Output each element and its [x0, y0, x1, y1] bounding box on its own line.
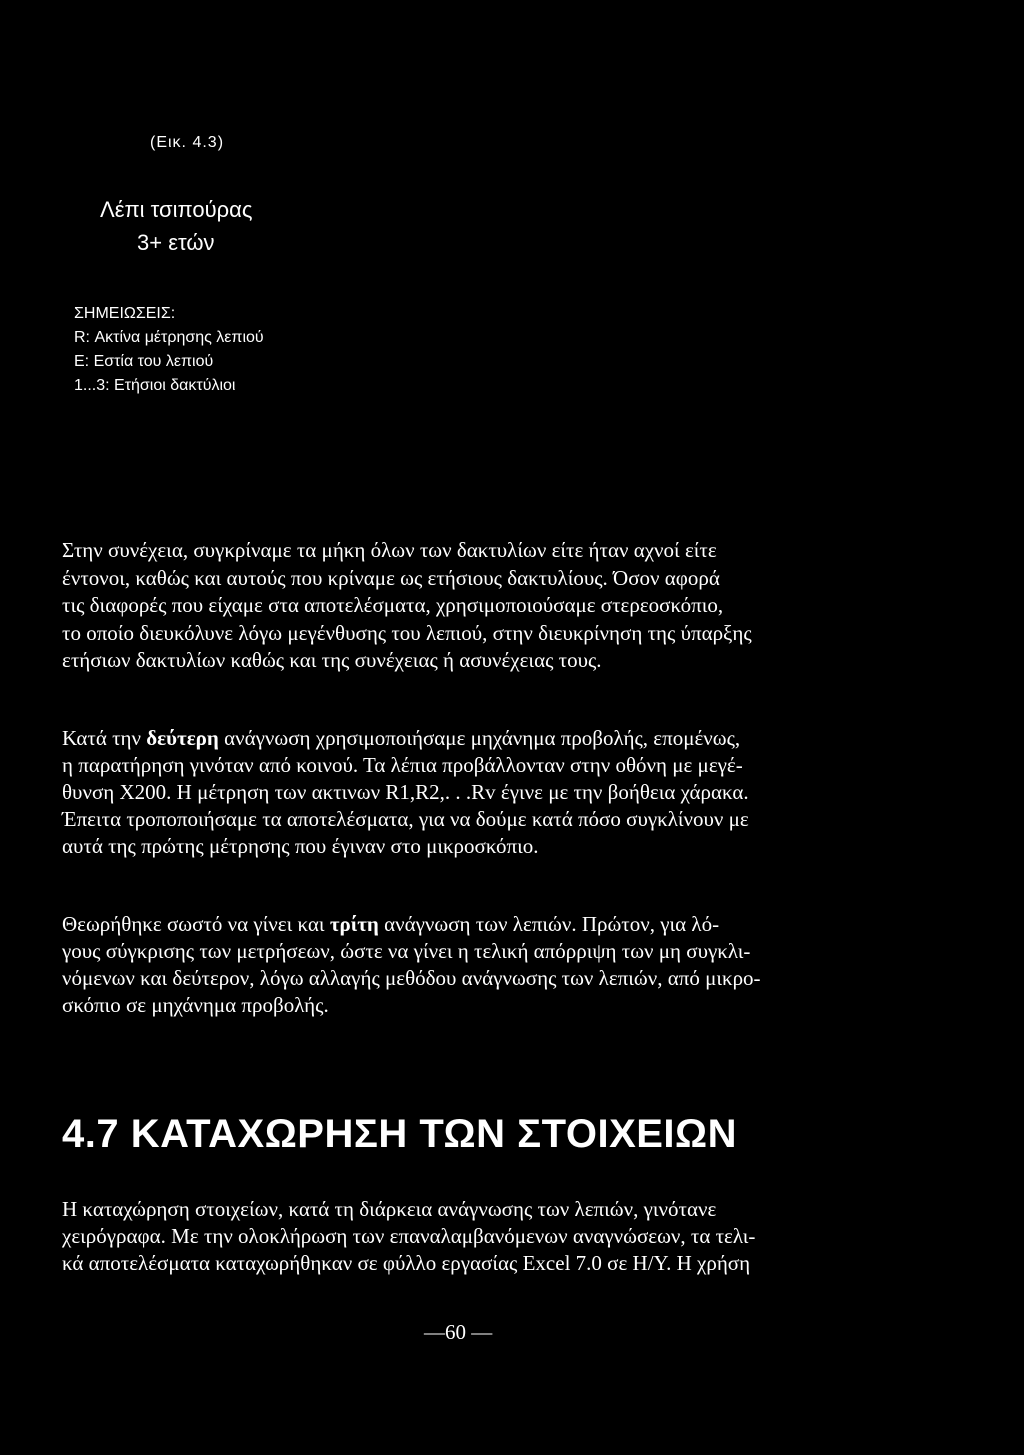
paragraph-comparison	[62, 537, 962, 675]
figure-subtitle: 3+ ετών	[137, 230, 215, 255]
text-line: Στην συνέχεια, συγκρίναμε τα μήκη όλων των δακτυλίων είτε ήταν αχνοί είτε	[62, 538, 717, 562]
text-line: σκόπιο σε μηχάνημα προβολής.	[62, 993, 329, 1017]
page-number: —60 —	[424, 1320, 493, 1344]
text-line: θυνση Χ200. Η μέτρηση των ακτινων R1,R2,. . .Rv έγινε με την βοήθεια χάρακα.	[62, 780, 749, 804]
text-line: ετήσιων δακτυλίων καθώς και της συνέχειας ή ασυνέχειας τους.	[62, 648, 602, 672]
text-run: Θεωρήθηκε σωστό να γίνει και	[62, 912, 330, 936]
text-run: Κατά την	[62, 726, 147, 750]
text-line	[62, 911, 962, 938]
text-run: ανάγνωση χρησιμοποιήσαμε μηχάνημα προβολής, επομένως,	[218, 726, 741, 750]
text-line: νόμενων και δεύτερον, λόγω αλλαγής μεθόδου ανάγνωσης των λεπιών, από μικρο-	[62, 966, 761, 990]
text-line	[62, 725, 962, 752]
note-item: 1...3: Ετήσιοι δακτύλιοι	[74, 377, 236, 394]
text-line: Έπειτα τροποποιήσαμε τα αποτελέσματα, για να δούμε κατά πόσο συγκλίνουν με	[62, 807, 749, 831]
paragraph-second-reading	[62, 725, 962, 860]
paragraph-third-reading	[62, 911, 962, 1019]
bold-term: δεύτερη	[146, 726, 219, 750]
bold-term: τρίτη	[329, 912, 379, 936]
figure-caption: (Εικ. 4.3)	[150, 134, 225, 151]
note-item: R: Ακτίνα μέτρησης λεπιού	[74, 329, 264, 346]
note-item: Ε: Εστία του λεπιού	[74, 353, 214, 370]
text-line: κά αποτελέσματα καταχωρήθηκαν σε φύλλο εργασίας Excel 7.0 σε Η/Υ. Η χρήση	[62, 1251, 751, 1275]
figure-notes	[74, 302, 264, 398]
text-line: τις διαφορές που είχαμε στα αποτελέσματα, χρησιμοποιούσαμε στερεοσκόπιο,	[62, 593, 724, 617]
paragraph-data-entry	[62, 1196, 962, 1277]
text-line: αυτά της πρώτης μέτρησης που έγιναν στο μικροσκόπιο.	[62, 834, 539, 858]
text-line: η παρατήρηση γινόταν από κοινού. Τα λέπια προβάλλονταν στην οθόνη με μεγέ-	[62, 753, 743, 777]
text-line: χειρόγραφα. Με την ολοκλήρωση των επαναλαμβανόμενων αναγνώσεων, τα τελι-	[62, 1224, 756, 1248]
notes-heading: ΣΗΜΕΙΩΣΕΙΣ:	[74, 305, 176, 322]
text-line: έντονοι, καθώς και αυτούς που κρίναμε ως ετήσιους δακτυλίους. Όσον αφορά	[62, 565, 720, 590]
text-line: το οποίο διευκόλυνε λόγω μεγένθυσης του λεπιού, στην διευκρίνηση της ύπαρξης	[62, 620, 752, 645]
text-line: γους σύγκρισης των μετρήσεων, ώστε να γίνει η τελική απόρριψη των μη συγκλι-	[62, 939, 751, 963]
figure-title: Λέπι τσιπούρας	[100, 197, 253, 222]
text-run: ανάγνωση των λεπιών. Πρώτον, για λό-	[378, 912, 720, 936]
section-heading: 4.7 ΚΑΤΑΧΩΡΗΣΗ ΤΩΝ ΣΤΟΙΧΕΙΩΝ	[62, 1112, 737, 1156]
text-line: Η καταχώρηση στοιχείων, κατά τη διάρκεια ανάγνωσης των λεπιών, γινότανε	[62, 1197, 717, 1221]
